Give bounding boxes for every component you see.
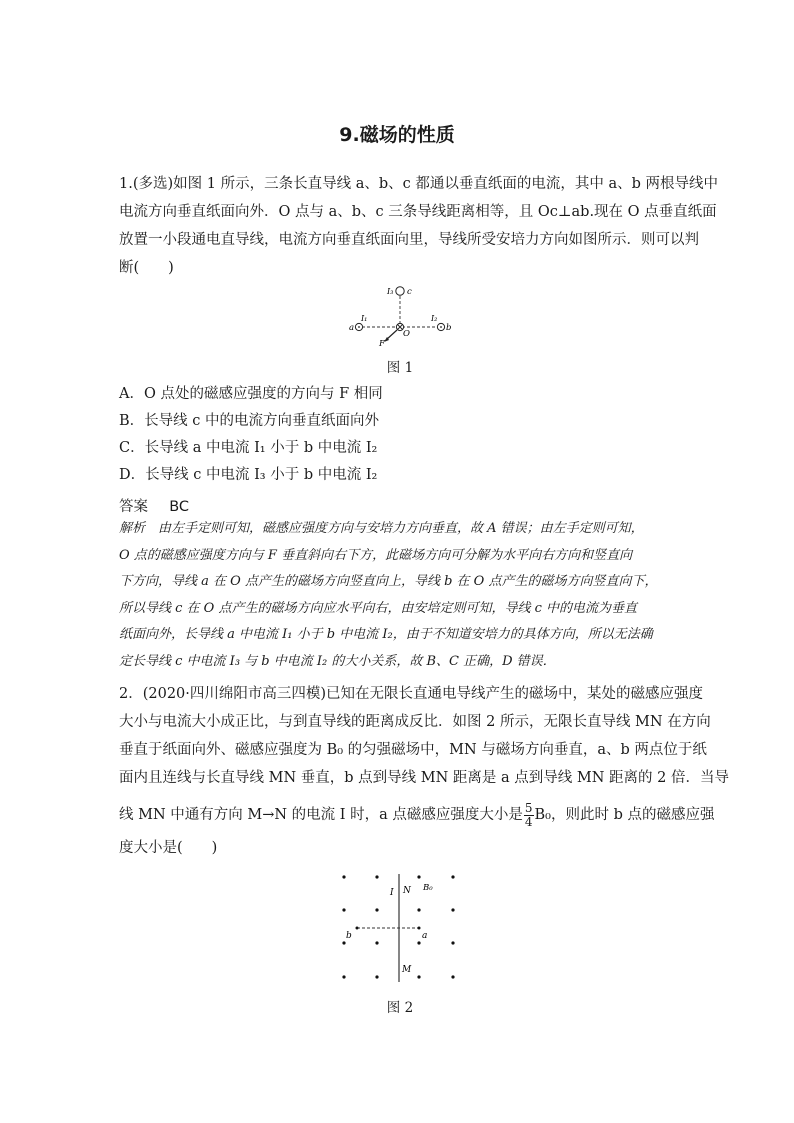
- answer-label: 答案: [119, 499, 148, 515]
- fraction-denominator: 4: [524, 814, 533, 829]
- label-a: a: [422, 931, 428, 941]
- point-a-dot: [418, 927, 421, 930]
- field-dot: [375, 975, 378, 978]
- option-a: A．O 点处的磁感应强度的方向与 F 相同: [119, 386, 383, 402]
- answer-value: BC: [169, 499, 190, 515]
- label-m: M: [402, 965, 412, 975]
- field-dot: [375, 941, 378, 944]
- q1-line: 电流方向垂直纸面向外．O 点与 a、b、c 三条导线距离相等，且 Oc⊥ab.现在 O 点垂直纸面: [119, 204, 717, 220]
- q1-line: 1.(多选)如图 1 所示，三条长直导线 a、b、c 都通以垂直纸面的电流，其中 a、b 两根导线中: [119, 176, 718, 192]
- label-i2: I₂: [431, 314, 438, 323]
- page-title: 9.磁场的性质: [339, 124, 455, 146]
- field-dot: [375, 875, 378, 878]
- analysis-block: [119, 516, 679, 675]
- question-2-stem-end: [119, 834, 679, 862]
- field-dot: [342, 941, 345, 944]
- option-d: D．长导线 c 中电流 I₃ 小于 b 中电流 I₂: [119, 467, 378, 483]
- wire-a-dot: [358, 326, 360, 328]
- option-c: C．长导线 a 中电流 I₁ 小于 b 中电流 I₂: [119, 440, 378, 456]
- label-c: c: [407, 287, 412, 297]
- q2-line: 面内且连线与长直导线 MN 垂直，b 点到导线 MN 距离是 a 点到导线 MN 距离的 2 倍．当导: [119, 770, 729, 786]
- wire-b-dot: [440, 326, 442, 328]
- label-i3: I₃: [387, 287, 394, 296]
- field-dot: [417, 975, 420, 978]
- answer-row: [119, 495, 189, 516]
- field-dot: [451, 941, 454, 944]
- label-b0: B₀: [423, 883, 433, 893]
- q2-line: 2．(2020·四川绵阳市高三四模)已知在无限长直通电导线产生的磁场中，某处的磁感应强度: [119, 686, 704, 702]
- label-f: F: [379, 339, 385, 349]
- q2-line: 垂直于纸面向外、磁感应强度为 B₀ 的匀强磁场中，MN 与磁场方向垂直，a、b 两点位于纸: [119, 742, 707, 758]
- q1-line: 放置一小段通电直导线，电流方向垂直纸面向里，导线所受安培力方向如图所示．则可以判: [119, 232, 699, 248]
- question-2-stem: [119, 680, 729, 792]
- analysis-line: 定长导线 c 中电流 I₃ 与 b 中电流 I₂ 的大小关系，故 B、C 正确，D 错误．: [119, 653, 556, 669]
- field-dot: [417, 875, 420, 878]
- analysis-line: 下方向，导线 a 在 O 点产生的磁场方向竖直向上，导线 b 在 O 点产生的磁场方向竖直向下，: [119, 574, 658, 589]
- question-1-stem: [119, 170, 718, 282]
- figure-2-diagram: [335, 868, 465, 988]
- q1-line: 断( ): [119, 260, 174, 276]
- fraction-numerator: 5: [524, 800, 533, 815]
- field-dot: [417, 941, 420, 944]
- question-2-stem-cont: [119, 800, 715, 830]
- label-o: O: [403, 329, 410, 339]
- figure-1-caption: 图 1: [386, 360, 414, 376]
- point-b-dot: [356, 927, 359, 930]
- figure-1-diagram: [340, 282, 460, 352]
- q2-line5-after: B₀，则此时 b 点的磁感应强: [534, 807, 715, 823]
- wire-c-circle: [396, 287, 404, 295]
- field-dot: [451, 908, 454, 911]
- q2-line: 度大小是( ): [119, 840, 218, 856]
- figure-2-caption: 图 2: [386, 1000, 414, 1016]
- field-dot: [342, 875, 345, 878]
- q2-line: 大小与电流大小成正比，与到直导线的距离成反比．如图 2 所示，无限长直导线 MN 在方向: [119, 714, 711, 730]
- field-dot: [451, 875, 454, 878]
- analysis-line: 所以导线 c 在 O 点产生的磁场方向应水平向右，由安培定则可知，导线 c 中的电流为垂直: [119, 600, 638, 616]
- field-dot: [417, 908, 420, 911]
- label-b: b: [446, 323, 452, 333]
- fraction-five-fourths: [524, 802, 534, 829]
- q2-line5-before: 线 MN 中通有方向 M→N 的电流 I 时，a 点磁感应强度大小是: [119, 807, 523, 823]
- label-i1: I₁: [361, 314, 368, 323]
- label-n: N: [403, 886, 411, 896]
- q2-line-fraction: [119, 800, 715, 830]
- field-dot: [451, 975, 454, 978]
- field-dot: [342, 975, 345, 978]
- analysis-line: O 点的磁感应强度方向与 F 垂直斜向右下方，此磁场方向可分解为水平向右方向和竖直向: [119, 547, 633, 563]
- option-b: B．长导线 c 中的电流方向垂直纸面向外: [119, 413, 379, 429]
- field-dot: [342, 908, 345, 911]
- field-dot: [375, 908, 378, 911]
- label-a: a: [349, 323, 355, 333]
- analysis-line: 纸面向外，长导线 a 中电流 I₁ 小于 b 中电流 I₂，由于不知道安培力的具体方向，所以无法确: [119, 627, 653, 642]
- label-b: b: [346, 931, 352, 941]
- analysis-line: 解析 由左手定则可知，磁感应强度方向与安培力方向垂直，故 A 错误；由左手定则可知，: [119, 521, 644, 536]
- label-i: I: [390, 888, 394, 898]
